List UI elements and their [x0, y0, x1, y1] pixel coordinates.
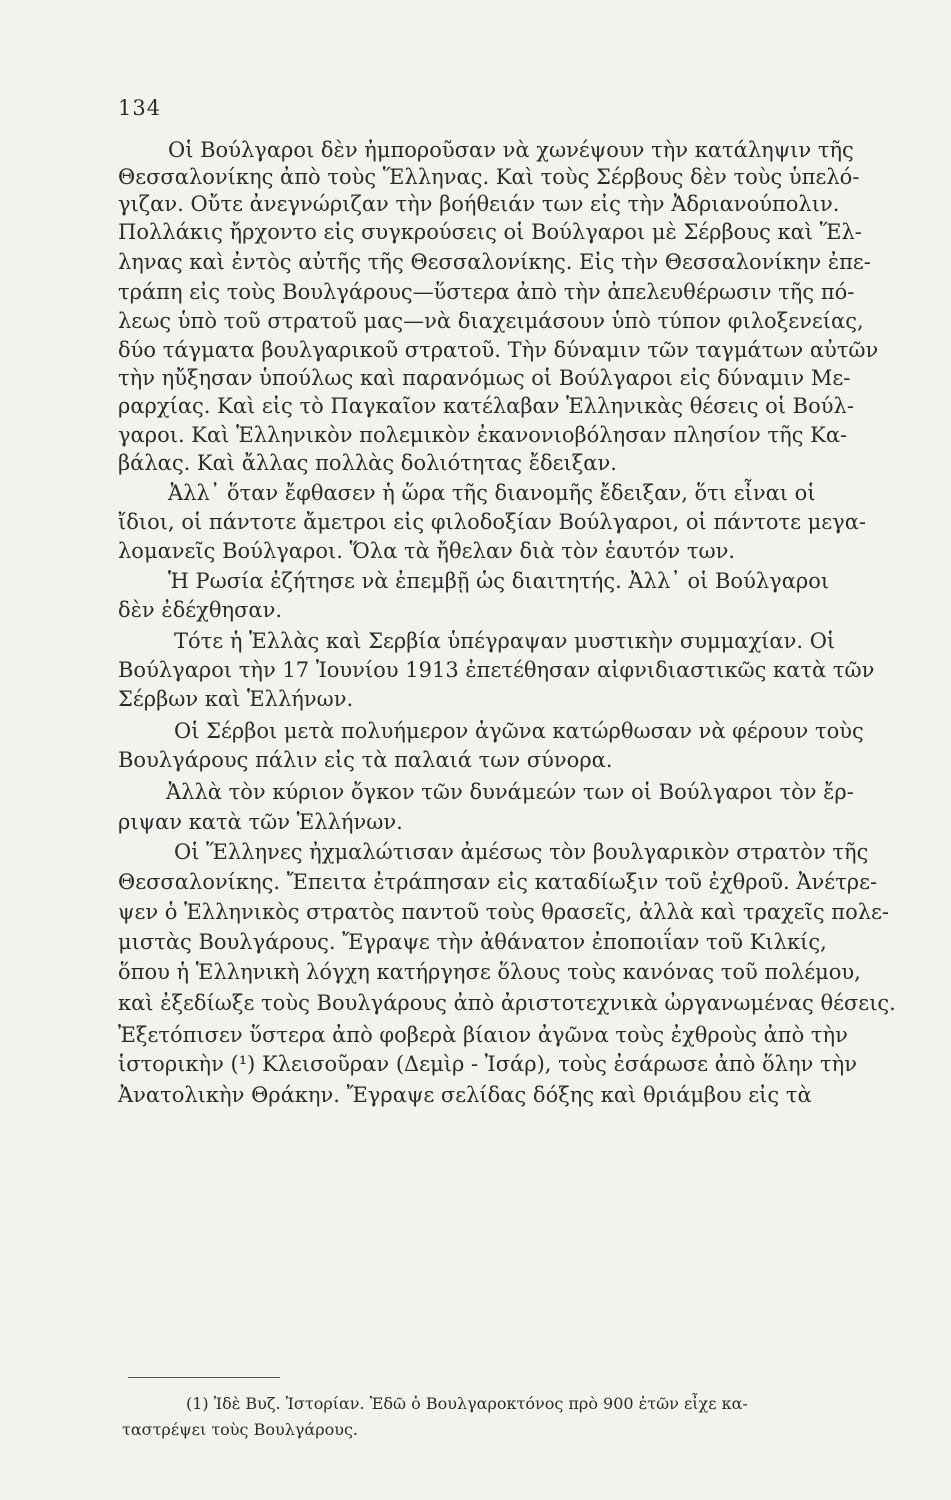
text-line: βάλας. Καὶ ἄλλας πολλὰς δολιότητας ἔδειξαν. — [118, 451, 617, 475]
text-line: γιζαν. Οὔτε ἀνεγνώριζαν τὴν βοήθειάν των εἰς τὴν Ἀδριανούπολιν. — [118, 192, 840, 216]
text-line: Ἡ Ρωσία ἐζήτησε νὰ ἐπεμβῇ ὡς διαιτητής. Ἀλλ᾽ οἱ Βούλγαροι — [168, 569, 830, 593]
text-line: ἴδιοι, οἱ πάντοτε ἄμετροι εἰς φιλοδοξίαν Βούλγαροι, οἱ πάντοτε μεγα- — [118, 510, 866, 534]
text-line: Ἀλλὰ τὸν κύριον ὄγκον τῶν δυνάμεών των οἱ Βούλγαροι τὸν ἔρ- — [166, 780, 854, 804]
text-line: ραρχίας. Καὶ εἰς τὸ Παγκαῖον κατέλαβαν Ἑλληνικὰς θέσεις οἱ Βούλ- — [118, 394, 854, 418]
text-line: Βουλγάρους πάλιν εἰς τὰ παλαιά των σύνορα. — [118, 748, 613, 772]
text-line: ἱστορικὴν (¹) Κλεισοῦραν (Δεμὶρ - Ἰσάρ), τοὺς ἐσάρωσε ἀπὸ ὅλην τὴν — [118, 1052, 857, 1076]
text-line: δύο τάγματα βουλγαρικοῦ στρατοῦ. Τὴν δύναμιν τῶν ταγμάτων αὐτῶν — [118, 338, 879, 362]
text-line: ληνας καὶ ἐντὸς αὐτῆς τῆς Θεσσαλονίκης. Εἰς τὴν Θεσσαλονίκην ἐπε- — [118, 250, 871, 274]
text-line: Ἀνατολικὴν Θράκην. Ἔγραψε σελίδας δόξης καὶ θριάμβου εἰς τὰ — [118, 1083, 812, 1107]
text-line: Πολλάκις ἤρχοντο εἰς συγκρούσεις οἱ Βούλγαροι μὲ Σέρβους καὶ Ἕλ- — [118, 220, 862, 244]
text-line: μιστὰς Βουλγάρους. Ἔγραψε τὴν ἀθάνατον ἐποποιΐαν τοῦ Κιλκίς, — [118, 930, 827, 954]
text-line: Βούλγαροι τὴν 17 Ἰουνίου 1913 ἐπετέθησαν αἰφνιδιαστικῶς κατὰ τῶν — [118, 658, 875, 682]
text-line: ψεν ὁ Ἑλληνικὸς στρατὸς παντοῦ τοὺς θρασεῖς, ἀλλὰ καὶ τραχεῖς πολε- — [118, 900, 890, 924]
text-line: δὲν ἐδέχθησαν. — [118, 598, 283, 622]
page-number: 134 — [118, 96, 162, 120]
text-line: Ἀλλ᾽ ὅταν ἔφθασεν ἡ ὥρα τῆς διανομῆς ἔδειξαν, ὅτι εἶναι οἱ — [168, 481, 816, 505]
text-line: Θεσσαλονίκης. Ἔπειτα ἐτράπησαν εἰς καταδίωξιν τοῦ ἐχθροῦ. Ἀνέτρε- — [118, 870, 878, 894]
text-line: Οἱ Σέρβοι μετὰ πολυήμερον ἀγῶνα κατώρθωσαν νὰ φέρουν τοὺς — [174, 719, 864, 743]
text-line: Οἱ Βούλγαροι δὲν ἠμποροῦσαν νὰ χωνέψουν τὴν κατάληψιν τῆς — [168, 138, 854, 162]
text-line: Οἱ Ἕλληνες ἠχμαλώτισαν ἀμέσως τὸν βουλγαρικὸν στρατὸν τῆς — [174, 840, 869, 864]
text-line: Σέρβων καὶ Ἑλλήνων. — [118, 687, 354, 711]
text-line: λομανεῖς Βούλγαροι. Ὅλα τὰ ἤθελαν διὰ τὸν ἑαυτόν των. — [118, 539, 736, 563]
text-line: τράπη εἰς τοὺς Βουλγάρους—ὕστερα ἀπὸ τὴν ἀπελευθέρωσιν τῆς πό- — [118, 280, 855, 304]
text-line: γαροι. Καὶ Ἑλληνικὸν πολεμικὸν ἐκανονιοβόλησαν πλησίον τῆς Κα- — [118, 423, 848, 447]
text-line: Θεσσαλονίκης ἀπὸ τοὺς Ἕλληνας. Καὶ τοὺς Σέρβους δὲν τοὺς ὑπελό- — [118, 165, 860, 189]
text-line: ὅπου ἡ Ἑλληνικὴ λόγχη κατήργησε ὅλους τοὺς κανόνας τοῦ πολέμου, — [118, 960, 861, 984]
footnote-line: ταστρέψει τοὺς Βουλγάρους. — [122, 1420, 359, 1439]
text-line: καὶ ἐξεδίωξε τοὺς Βουλγάρους ἀπὸ ἀριστοτεχνικὰ ὠργανωμένας θέσεις. — [118, 991, 896, 1015]
text-line: ριψαν κατὰ τῶν Ἑλλήνων. — [118, 810, 403, 834]
text-line: λεως ὑπὸ τοῦ στρατοῦ μας—νὰ διαχειμάσουν ὑπὸ τύπον φιλοξενείας, — [118, 309, 864, 333]
text-line: Ἐξετόπισεν ὕστερα ἀπὸ φοβερὰ βίαιον ἀγῶνα τοὺς ἐχθροὺς ἀπὸ τὴν — [118, 1023, 848, 1047]
text-line: τὴν ηὔξησαν ὑπούλως καὶ παρανόμως οἱ Βούλγαροι εἰς δύναμιν Με- — [118, 366, 851, 390]
footnote-line: (1) Ἰδὲ Βυζ. Ἱστορίαν. Ἐδῶ ὁ Βουλγαροκτόνος πρὸ 900 ἐτῶν εἶχε κα- — [186, 1394, 748, 1413]
text-line: Τότε ἡ Ἑλλὰς καὶ Σερβία ὑπέγραψαν μυστικὴν συμμαχίαν. Οἱ — [174, 629, 836, 653]
footnote-divider — [128, 1377, 280, 1378]
